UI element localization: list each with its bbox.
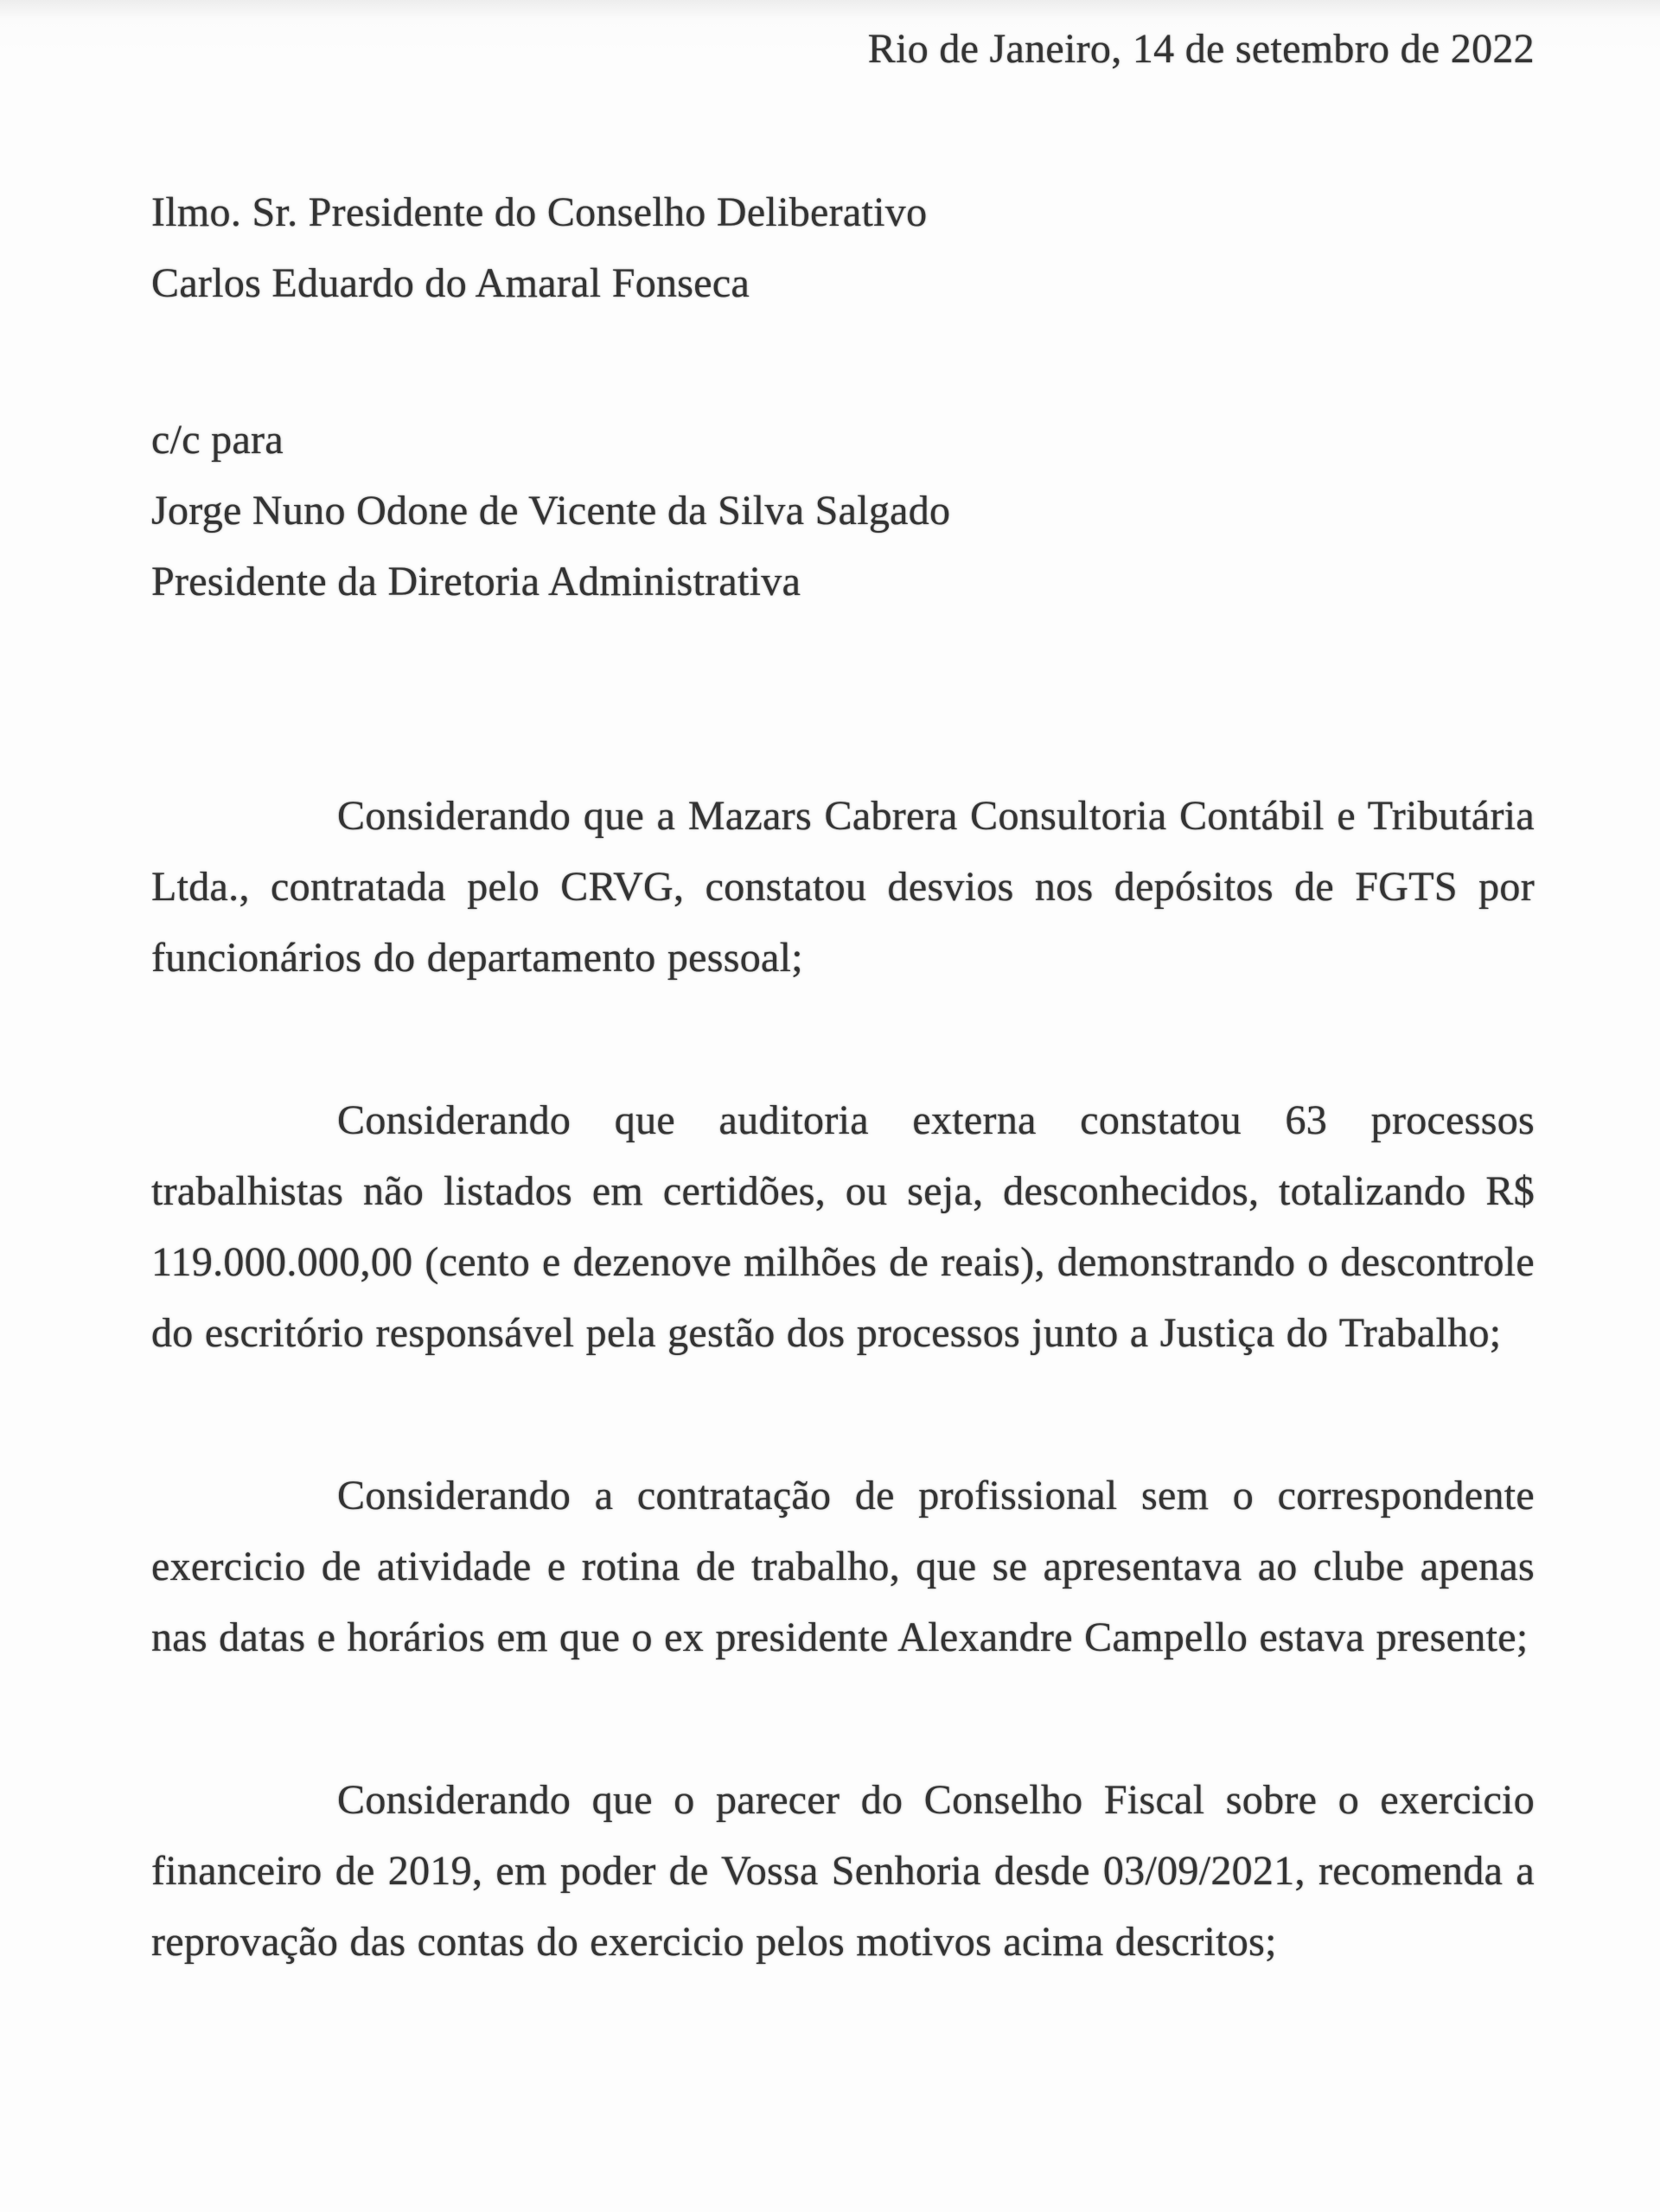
cc-block [151,405,1535,617]
letter-date-line: Rio de Janeiro, 14 de setembro de 2022 [867,26,1535,72]
paragraph-considerando-1: Considerando que a Mazars Cabrera Consultoria Contábil e Tributária Ltda., contratada pelo CRVG, constatou desvios nos depósitos de FGTS por funcionários do departamento pessoal; [151,793,1535,981]
cc-label: c/c para [151,417,284,463]
cc-name: Jorge Nuno Odone de Vicente da Silva Salgado [151,488,951,534]
paragraph-considerando-2: Considerando que auditoria externa constatou 63 processos trabalhistas não listados em certidões, ou seja, desconhecidos, totalizando R$ 119.000.000,00 (cento e dezenove milhões de reais), demonstrando o descontrole do escritório responsável pela gestão dos processos junto a Justiça do Trabalho; [151,1097,1535,1356]
recipient-salutation: Ilmo. Sr. Presidente do Conselho Deliberativo [151,189,928,235]
paragraph-considerando-4: Considerando que o parecer do Conselho Fiscal sobre o exercicio financeiro de 2019, em poder de Vossa Senhoria desde 03/09/2021, recomenda a reprovação das contas do exercicio pelos motivos acima descritos; [151,1777,1535,1965]
paragraph-considerando-3: Considerando a contratação de profissional sem o correspondente exercicio de atividade e rotina de trabalho, que se apresentava ao clube apenas nas datas e horários em que o ex presidente Alexandre Campello estava presente; [151,1473,1535,1660]
letter-body [151,781,1535,1978]
recipient-name: Carlos Eduardo do Amaral Fonseca [151,260,750,306]
cc-title: Presidente da Diretoria Administrativa [151,559,801,604]
recipient-block [151,177,1535,319]
